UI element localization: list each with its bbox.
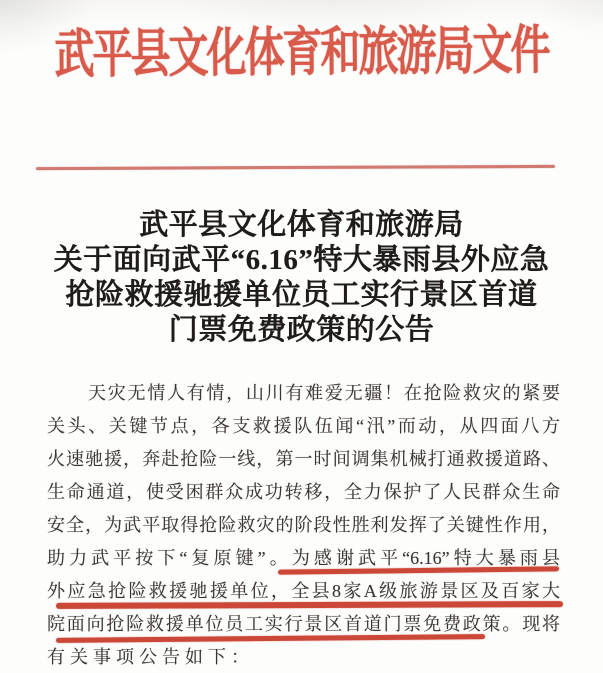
document-body bbox=[47, 377, 560, 673]
body-text-line: 生命通道，使受困群众成功转移，全力保护了人民群众生命 bbox=[47, 482, 560, 502]
body-text-line: 外应急抢险救援驰援单位，全县8家A级旅游景区及百家大 bbox=[47, 581, 560, 601]
body-text-line: 天灾无情人有情，山川有难爱无疆！在抢险救灾的紧要 bbox=[88, 383, 560, 403]
body-text-line: 助力武平按下“复原键”。为感谢武平“6.16”特大暴雨县 bbox=[47, 548, 560, 568]
document-title-line-1: 武平县文化体育和旅游局 bbox=[139, 209, 464, 241]
document-title-line-4: 门票免费政策的公告 bbox=[168, 314, 435, 346]
document-title-line-2: 关于面向武平“6.16”特大暴雨县外应急 bbox=[53, 244, 550, 276]
body-text-line: 关头、关键节点，各支救援队伍闻“汛”而动，从四面八方 bbox=[47, 416, 560, 436]
body-text-line: 火速驰援，奔赴抢险一线，第一时间调集机械打通救援道路、 bbox=[47, 449, 560, 469]
red-divider-line bbox=[36, 165, 555, 170]
document-title bbox=[0, 208, 603, 348]
letterhead-title: 武平县文化体育和旅游局文件 bbox=[54, 20, 549, 85]
body-text-line: 安全，为武平取得抢险救灾的阶段性胜利发挥了关键性作用， bbox=[47, 515, 560, 535]
document-title-line-3: 抢险救援驰援单位员工实行景区首道 bbox=[65, 279, 538, 311]
body-text-line: 院面向抢险救援单位员工实行景区首道门票免费政策。现将 bbox=[47, 614, 560, 634]
body-text-line: 有关事项公告如下： bbox=[47, 647, 254, 667]
